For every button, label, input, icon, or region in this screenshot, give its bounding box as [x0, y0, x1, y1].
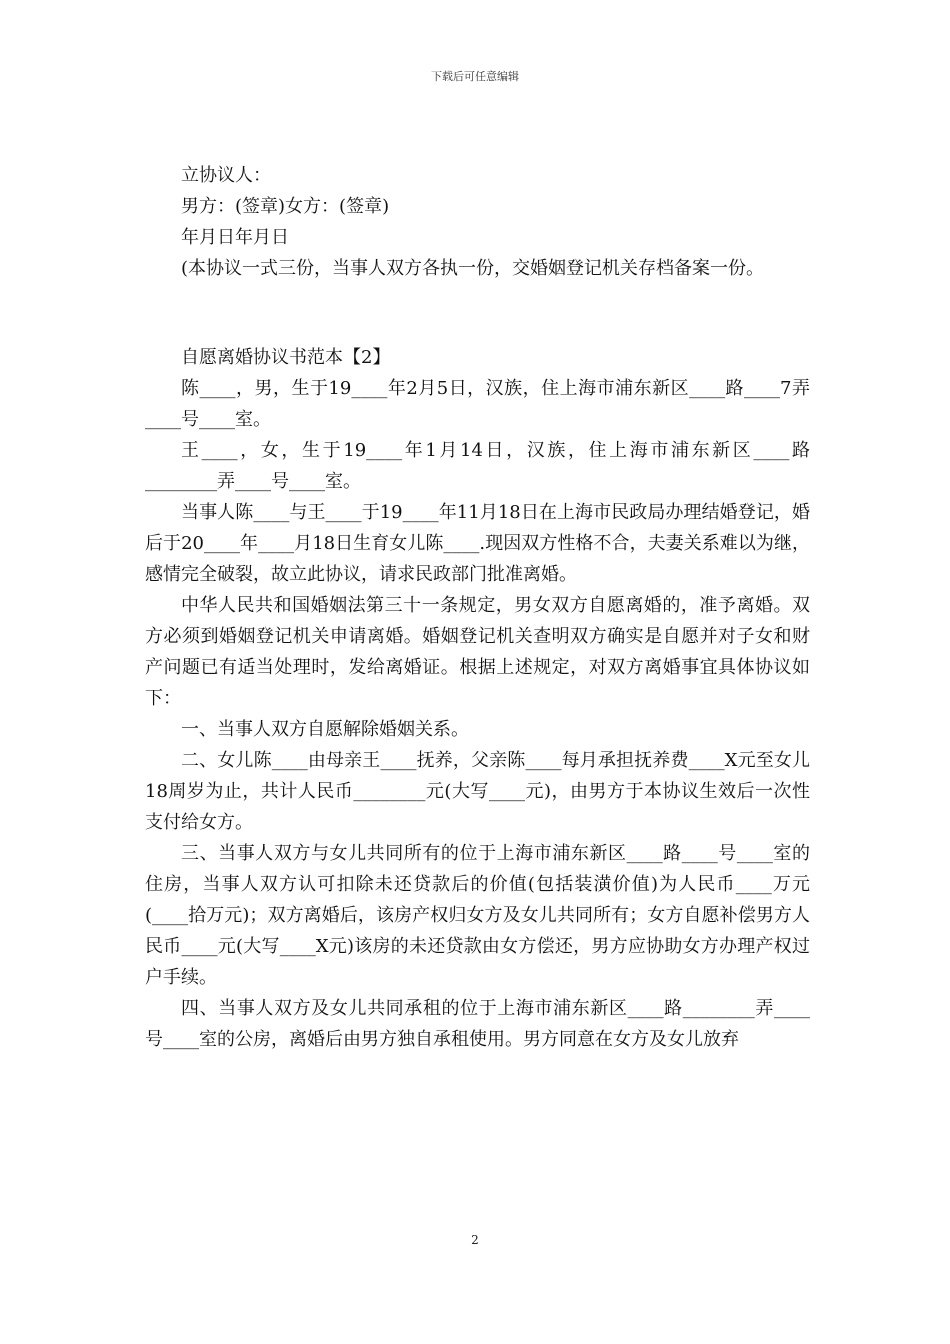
- clause-4: 四、当事人双方及女儿共同承租的位于上海市浦东新区____路________弄____号____室的公房，离婚后由男方独自承租使用。男方同意在女方及女儿放弃: [145, 998, 810, 1050]
- paragraph-copies-note: (本协议一式三份，当事人双方各执一份，交婚姻登记机关存档备案一份。: [181, 258, 765, 279]
- paragraph-party-male: 陈____，男，生于19____年2月5日，汉族，住上海市浦东新区____路____7弄____号____室。: [145, 378, 810, 430]
- section-title: 自愿离婚协议书范本【2】: [181, 347, 391, 368]
- section-spacer: [145, 284, 810, 342]
- paragraph-dates: 年月日年月日: [181, 227, 289, 248]
- clause-3: 三、当事人双方与女儿共同所有的位于上海市浦东新区____路____号____室的住房，当事人双方认可扣除未还贷款后的价值(包括装潢价值)为人民币____万元(____拾万元)；双方离婚后，该房产权归女方及女儿共同所有；女方自愿补偿男方人民币____元(大写____X元)该房的未还贷款由女方偿还，男方应协助女方办理产权过户手续。: [145, 843, 810, 988]
- paragraph-marriage-background: 当事人陈____与王____于19____年11月18日在上海市民政局办理结婚登记，婚后于20____年____月18日生育女儿陈____.现因双方性格不合，夫妻关系难以为继，感情完全破裂，故立此协议，请求民政部门批准离婚。: [145, 502, 810, 585]
- clause-1: 一、当事人双方自愿解除婚姻关系。: [181, 719, 469, 740]
- page-number: 2: [471, 1233, 479, 1247]
- document-body: [145, 160, 810, 1055]
- paragraph-signatories: 立协议人：: [181, 165, 271, 186]
- paragraph-signatures: 男方：(签章)女方：(签章): [181, 196, 390, 217]
- paragraph-legal-basis: 中华人民共和国婚姻法第三十一条规定，男女双方自愿离婚的，准予离婚。双方必须到婚姻登记机关申请离婚。婚姻登记机关查明双方确实是自愿并对子女和财产问题已有适当处理时，发给离婚证。根据上述规定，对双方离婚事宜具体协议如下：: [145, 595, 810, 709]
- clause-2: 二、女儿陈____由母亲王____抚养，父亲陈____每月承担抚养费____X元至女儿18周岁为止，共计人民币________元(大写____元)，由男方于本协议生效后一次性支付给女方。: [145, 750, 810, 833]
- paragraph-party-female: 王____，女，生于19____年1月14日，汉族，住上海市浦东新区____路________弄____号____室。: [145, 440, 810, 492]
- page-header: 下载后可任意编辑: [431, 70, 519, 83]
